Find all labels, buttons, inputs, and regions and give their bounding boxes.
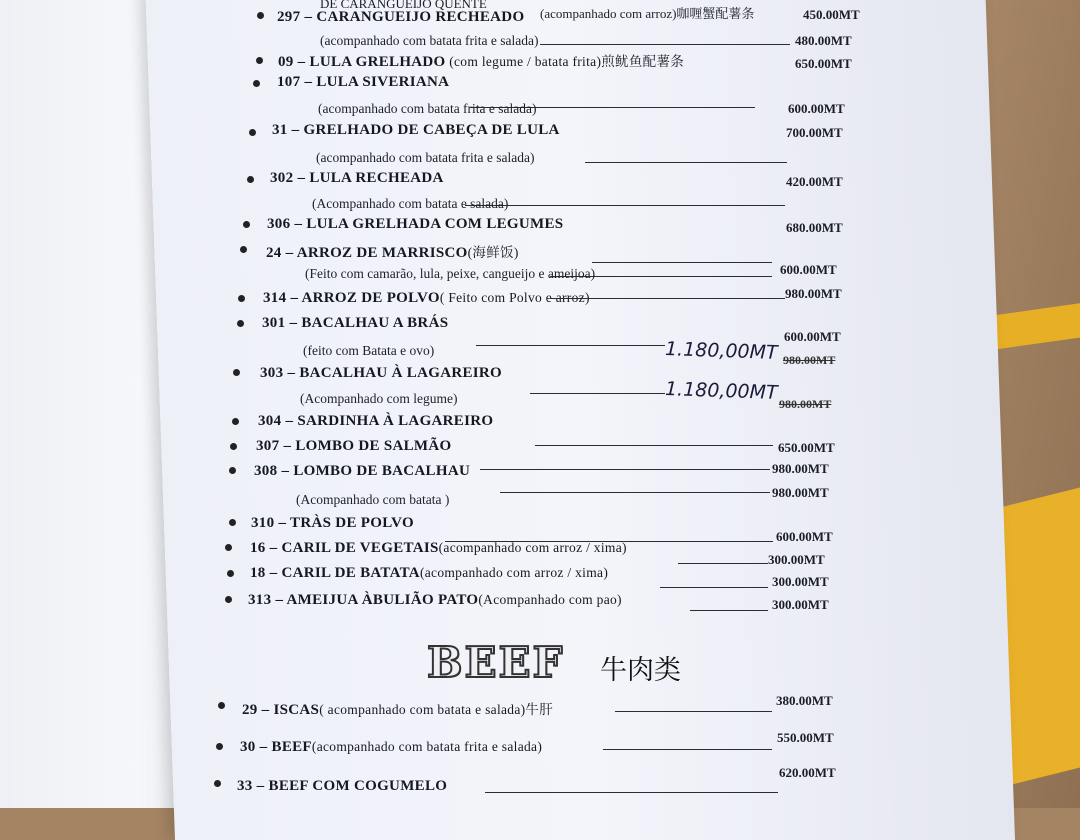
- handwritten-price: 1.180,00MT: [664, 338, 778, 364]
- item-separator: –: [281, 413, 298, 429]
- item-name: [270, 170, 444, 187]
- item-price: 550.00MT: [777, 730, 834, 745]
- item-code: 308: [254, 463, 278, 479]
- item-price: 600.00MT: [780, 262, 837, 277]
- item-title: ARROZ DE MARRISCO: [296, 245, 468, 261]
- item-description: (海鲜饭): [467, 245, 519, 260]
- leader-line: [585, 162, 787, 163]
- item-separator: –: [257, 702, 274, 718]
- leader-line: [603, 749, 772, 750]
- item-name: [266, 241, 519, 262]
- bullet-icon: [240, 246, 247, 253]
- leader-line: [678, 563, 768, 564]
- item-name: [254, 463, 470, 480]
- item-separator: –: [255, 739, 272, 755]
- item-code: 16: [250, 540, 266, 556]
- item-separator: –: [286, 290, 302, 306]
- item-code: 303: [260, 365, 284, 381]
- item-code: 30: [240, 739, 256, 755]
- item-price: 620.00MT: [779, 765, 836, 780]
- item-price: 600.00MT: [784, 329, 841, 344]
- item-subtitle: (Acompanhado com batata ): [296, 492, 450, 507]
- item-title: LULA GRELHADA COM LEGUMES: [306, 216, 564, 232]
- item-code: 33: [237, 778, 253, 794]
- item-price: 650.00MT: [778, 440, 835, 455]
- item-name: [278, 50, 684, 71]
- item-code: 314: [263, 290, 287, 306]
- item-title: CARIL DE BATATA: [281, 565, 420, 581]
- item-separator: –: [271, 592, 287, 608]
- leader-line: [540, 44, 790, 45]
- item-name: [251, 515, 414, 532]
- item-price: 980.00MT: [785, 286, 842, 301]
- leader-line: [465, 205, 785, 206]
- item-name: [250, 565, 608, 582]
- item-description: (acompanhado com batata frita e salada): [311, 739, 543, 754]
- item-description: (acompanhado com arroz / xima): [438, 540, 627, 555]
- item-price: 600.00MT: [788, 101, 845, 116]
- item-code: 306: [267, 216, 291, 232]
- item-separator: –: [290, 216, 307, 232]
- beef-section-title: BEEF: [427, 638, 565, 687]
- bullet-icon: [216, 743, 223, 750]
- item-title: BEEF COM COGUMELO: [268, 778, 448, 794]
- bullet-icon: [253, 80, 260, 87]
- item-price: 980.00MT: [772, 485, 829, 500]
- bullet-icon: [218, 702, 225, 709]
- item-title: CARANGUEIJO RECHEADO: [316, 9, 525, 25]
- leader-line: [485, 792, 778, 793]
- leader-line: [535, 445, 773, 446]
- item-price: 420.00MT: [786, 174, 843, 189]
- item-name: [263, 290, 590, 307]
- item-subtitle: (feito com Batata e ovo): [303, 343, 435, 358]
- leader-line: [690, 610, 768, 611]
- item-name: [260, 365, 502, 382]
- item-separator: –: [277, 463, 294, 479]
- item-price: 980.00MT: [772, 461, 829, 476]
- item-title: CARIL DE VEGETAIS: [281, 540, 439, 556]
- item-description: (acompanhado com arroz / xima): [419, 565, 609, 580]
- item-name: [237, 778, 447, 795]
- item-title: GRELHADO DE CABEÇA DE LULA: [303, 122, 560, 138]
- item-separator: –: [265, 540, 282, 556]
- bullet-icon: [230, 443, 237, 450]
- item-title: LULA GRELHADO: [309, 54, 446, 70]
- header-fragment-name: DE CARANGUEIJO QUENTE: [320, 0, 487, 11]
- leader-line: [476, 345, 665, 346]
- item-separator: –: [287, 122, 304, 138]
- item-separator: –: [283, 365, 300, 381]
- item-code: 297: [277, 9, 301, 25]
- leader-line: [500, 492, 770, 493]
- item-code: 302: [270, 170, 294, 186]
- bullet-icon: [232, 418, 239, 425]
- item-title: LULA RECHEADA: [309, 170, 444, 186]
- leader-line: [550, 298, 785, 299]
- leader-line: [480, 469, 770, 470]
- bullet-icon: [237, 320, 244, 327]
- item-code: 310: [251, 515, 275, 531]
- item-description: ( Feito com Polvo e arroz): [439, 290, 590, 305]
- leader-line: [592, 262, 772, 263]
- item-name: [242, 698, 553, 719]
- item-subtitle: (acompanhado com batata frita e salada): [316, 150, 535, 165]
- item-subtitle: (acompanhado com batata frita e salada): [318, 101, 537, 116]
- leader-line: [615, 711, 772, 712]
- item-price: 680.00MT: [786, 220, 843, 235]
- item-price: 380.00MT: [776, 693, 833, 708]
- item-separator: –: [279, 438, 296, 454]
- item-name: [262, 315, 448, 332]
- bullet-icon: [257, 12, 264, 19]
- item-title: BACALHAU À LAGAREIRO: [299, 365, 502, 381]
- item-code: 307: [256, 438, 280, 454]
- bullet-icon: [243, 221, 250, 228]
- item-subtitle: (acompanhado com batata frita e salada): [320, 33, 539, 48]
- item-code: 313: [248, 592, 272, 608]
- item-name: [267, 216, 563, 233]
- bullet-icon: [225, 544, 232, 551]
- header-fragment-price: 450.00MT: [803, 7, 860, 22]
- item-code: 31: [272, 122, 288, 138]
- struck-price: 980.00MT: [783, 353, 836, 367]
- beef-section-title-cn: 牛肉类: [600, 655, 681, 686]
- item-description: ( acompanhado com batata e salada)牛肝: [319, 702, 554, 717]
- item-name: [248, 592, 622, 609]
- item-name: [277, 9, 524, 26]
- item-subtitle: (Acompanhado com legume): [300, 391, 458, 406]
- item-name: [240, 739, 542, 756]
- item-subtitle: (Acompanhado com batata e salada): [312, 196, 509, 211]
- item-separator: –: [300, 74, 317, 90]
- item-name: [250, 540, 627, 557]
- item-name: [272, 122, 560, 139]
- leader-line: [530, 393, 665, 394]
- item-title: BACALHAU A BRÁS: [301, 315, 449, 331]
- item-title: ISCAS: [273, 702, 320, 718]
- item-name: [258, 413, 493, 430]
- leader-line: [660, 587, 768, 588]
- bullet-icon: [247, 176, 254, 183]
- item-code: 09: [278, 54, 294, 70]
- bullet-icon: [229, 519, 236, 526]
- item-price: 700.00MT: [786, 125, 843, 140]
- item-code: 107: [277, 74, 301, 90]
- item-price: 300.00MT: [772, 597, 829, 612]
- item-separator: –: [281, 245, 297, 261]
- item-price: 300.00MT: [768, 552, 825, 567]
- bullet-icon: [249, 129, 256, 136]
- item-price: 480.00MT: [795, 33, 852, 48]
- item-name: [277, 74, 449, 91]
- item-separator: –: [265, 565, 282, 581]
- item-title: AMEIJUA ÀBULIÃO PATO: [286, 592, 479, 608]
- item-price: 650.00MT: [795, 56, 852, 71]
- bullet-icon: [225, 596, 232, 603]
- bullet-icon: [214, 780, 221, 787]
- item-title: SARDINHA À LAGAREIRO: [297, 413, 494, 429]
- item-separator: –: [274, 515, 291, 531]
- item-title: TRÀS DE POLVO: [290, 515, 414, 531]
- item-code: 304: [258, 413, 282, 429]
- struck-price: 980.00MT: [779, 397, 832, 411]
- item-code: 24: [266, 245, 282, 261]
- handwritten-price: 1.180,00MT: [664, 378, 778, 404]
- item-title: LOMBO DE SALMÃO: [295, 438, 452, 454]
- item-description: (Acompanhado com pao): [478, 592, 622, 607]
- item-title: LOMBO DE BACALHAU: [293, 463, 471, 479]
- item-separator: –: [293, 54, 310, 70]
- item-separator: –: [285, 315, 302, 331]
- item-subtitle: (Feito com camarão, lula, peixe, cangueijo e ameijoa): [305, 266, 596, 281]
- bullet-icon: [256, 57, 263, 64]
- bullet-icon: [227, 570, 234, 577]
- item-code: 18: [250, 565, 266, 581]
- item-title: BEEF: [271, 739, 312, 755]
- item-price: 600.00MT: [776, 529, 833, 544]
- item-separator: –: [300, 9, 317, 25]
- item-code: 29: [242, 702, 258, 718]
- bullet-icon: [238, 295, 245, 302]
- item-description: (com legume / batata frita)煎鱿鱼配薯条: [445, 54, 685, 69]
- item-price: 300.00MT: [772, 574, 829, 589]
- bullet-icon: [233, 369, 240, 376]
- item-separator: –: [252, 778, 269, 794]
- item-name: [256, 438, 452, 455]
- item-title: ARROZ DE POLVO: [301, 290, 440, 306]
- header-fragment-desc: (acompanhado com arroz)咖喱蟹配薯条: [540, 6, 755, 21]
- bullet-icon: [229, 467, 236, 474]
- item-code: 301: [262, 315, 286, 331]
- item-title: LULA SIVERIANA: [316, 74, 450, 90]
- item-separator: –: [293, 170, 310, 186]
